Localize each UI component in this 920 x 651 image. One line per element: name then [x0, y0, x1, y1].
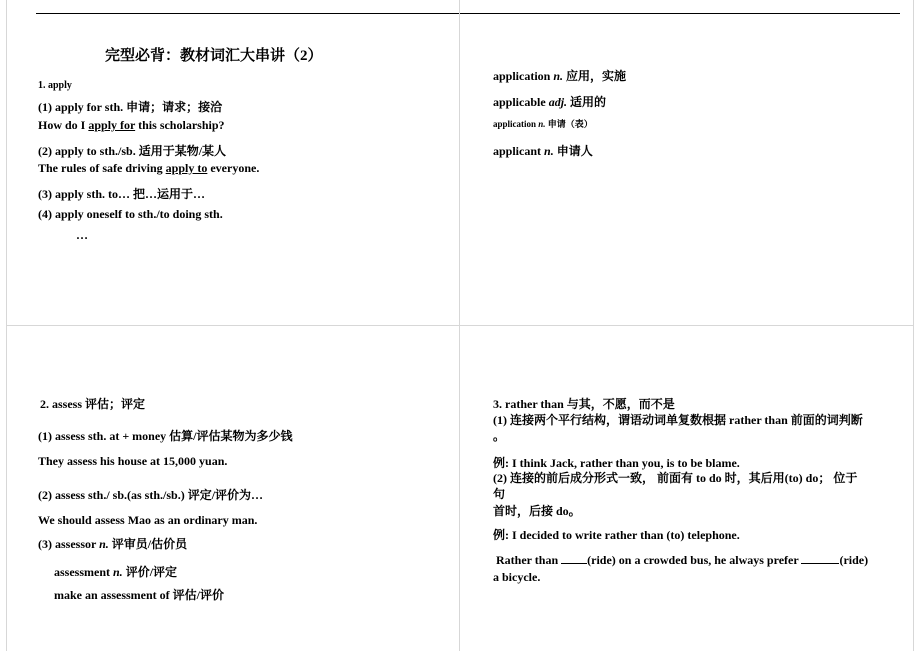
assess-heading: 2. assess 评估；评定	[40, 397, 146, 411]
application-form-line: application n. 申请（表）	[493, 119, 593, 129]
rather-than-line-2: (2) 连接的前后成分形式一致， 前面有 to do 时，其后用(to) do； 位于	[493, 471, 858, 485]
rather-than-line-1b: 。	[493, 429, 506, 443]
assess-line-4: We should assess Mao as an ordinary man.	[38, 513, 258, 527]
applicable-line: applicable adj. 适用的	[493, 95, 607, 109]
rather-than-example-2: 例: I decided to write rather than (to) telephone.	[493, 528, 740, 542]
assess-line-2: They assess his house at 15,000 yuan.	[38, 454, 228, 468]
application-line: application n. 应用，实施	[493, 69, 627, 83]
horizontal-divider	[6, 325, 914, 326]
apply-heading: 1. apply	[38, 80, 72, 91]
applicant-line: applicant n. 申请人	[493, 144, 593, 158]
apply-line-6: (4) apply oneself to sth./to doing sth.	[38, 207, 223, 221]
rather-than-exercise: Rather than (ride) on a crowded bus, he always prefer (ride)	[496, 553, 869, 567]
rather-than-example-1: 例: I think Jack, rather than you, is to be blame.	[493, 456, 740, 470]
assess-line-3: (2) assess sth./ sb.(as sth./sb.) 评定/评价为…	[38, 488, 264, 502]
assessor-line: (3) assessor n. 评审员/估价员	[38, 537, 188, 551]
apply-line-7: …	[76, 228, 88, 242]
apply-line-4: The rules of safe driving apply to everyone.	[38, 161, 260, 175]
rather-than-heading: 3. rather than 与其，不愿，而不是	[493, 397, 675, 411]
rather-than-line-3: 首时，后接 do。	[493, 504, 581, 518]
apply-line-2: How do I apply for this scholarship?	[38, 118, 225, 132]
apply-line-5: (3) apply sth. to… 把…运用于…	[38, 187, 206, 201]
rather-than-line-1: (1) 连接两个平行结构，谓语动词单复数根据 rather than 前面的词判断	[493, 413, 863, 427]
assess-line-1: (1) assess sth. at + money 估算/评估某物为多少钱	[38, 429, 293, 443]
rather-than-exercise-end: a bicycle.	[493, 570, 541, 584]
assessment-line: assessment n. 评价/评定	[54, 565, 178, 579]
blank-2	[801, 553, 839, 564]
blank-1	[561, 553, 587, 564]
apply-line-3: (2) apply to sth./sb. 适用于某物/某人	[38, 144, 227, 158]
make-assessment-line: make an assessment of 评估/评价	[54, 588, 224, 602]
apply-line-1: (1) apply for sth. 申请；请求；接洽	[38, 100, 223, 114]
page-title: 完型必背：教材词汇大串讲（2）	[105, 48, 323, 64]
top-rule	[36, 13, 900, 14]
rather-than-line-2b: 句	[493, 487, 506, 501]
